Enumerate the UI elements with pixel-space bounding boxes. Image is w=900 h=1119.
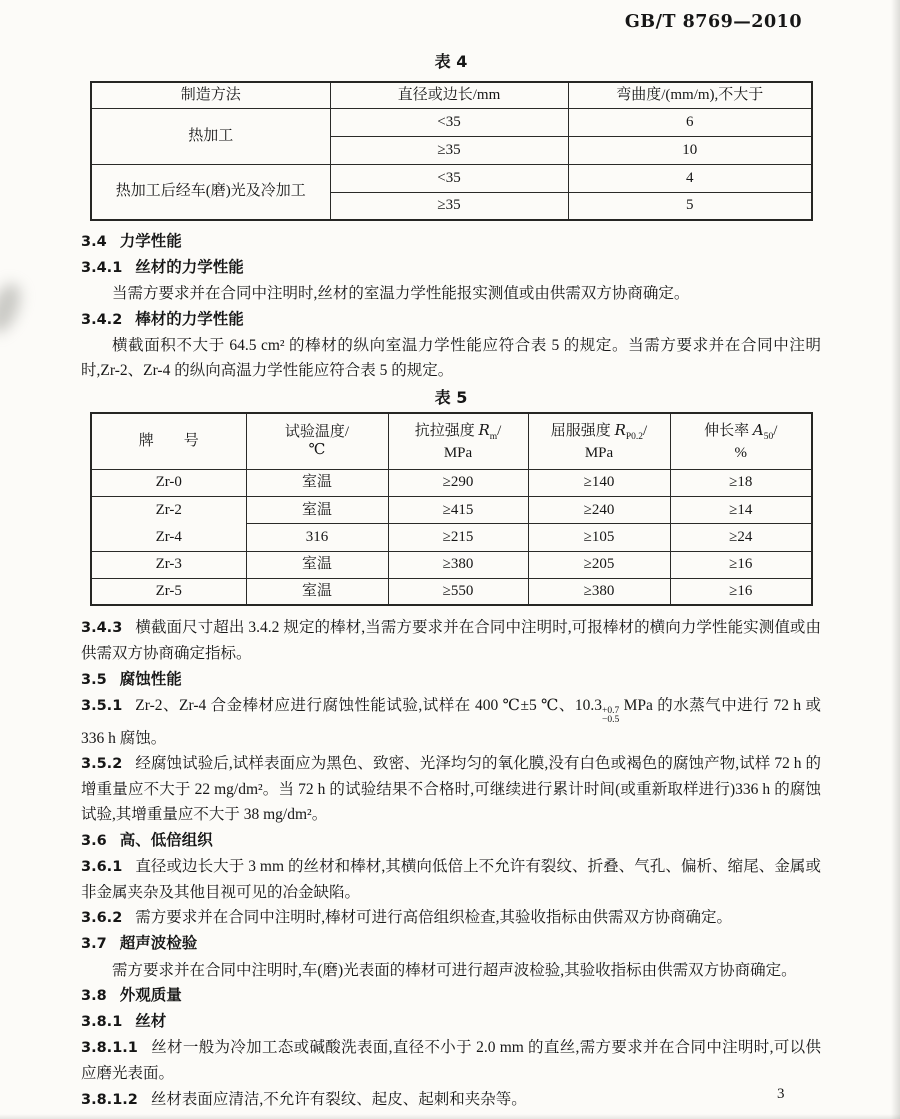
tolerance-superscript-subscript: +0.7 −0.5 bbox=[602, 705, 620, 726]
table5-cell-tensile: ≥550 bbox=[388, 578, 528, 605]
table5 bbox=[90, 412, 813, 606]
table4-header-bend: 弯曲度/(mm/m),不大于 bbox=[568, 82, 812, 108]
table4-cell-size: ≥35 bbox=[330, 192, 568, 220]
scan-edge-shadow-bottom bbox=[0, 1114, 900, 1119]
table5-cell-elongation: ≥14 bbox=[670, 496, 812, 524]
table5-cell-grade: Zr-3 bbox=[91, 551, 246, 578]
table5-cell-yield: ≥240 bbox=[528, 496, 670, 524]
table4-header-size: 直径或边长/mm bbox=[330, 82, 568, 108]
table4-cell-method-machined: 热加工后经车(磨)光及冷加工 bbox=[91, 164, 330, 220]
table4-cell-bend: 10 bbox=[568, 136, 812, 164]
table5-header-elongation: 伸长率 $A_{50}/$ % bbox=[670, 413, 812, 469]
scan-edge-shadow-right bbox=[891, 0, 900, 1119]
table-row bbox=[91, 164, 812, 192]
paragraph-3-7: 需方要求并在合同中注明时,车(磨)光表面的棒材可进行超声波检验,其验收指标由供需双方协商确定。 bbox=[112, 961, 797, 979]
table5-cell-elongation: ≥18 bbox=[670, 469, 812, 496]
table5-cell-yield: ≥140 bbox=[528, 469, 670, 496]
table4-header-method: 制造方法 bbox=[91, 82, 330, 108]
table5-header-grade: 牌 号 bbox=[91, 413, 246, 469]
table-row bbox=[91, 108, 812, 136]
clause-3-8-1-1: 3.8.1.1 丝材一般为冷加工态或碱酸洗表面,直径不小于 2.0 mm 的直丝,需方要求并在合同中注明时,可以供应磨光表面。 bbox=[81, 1039, 821, 1083]
section-title: 丝材的力学性能 bbox=[135, 258, 244, 277]
table-row bbox=[91, 578, 812, 605]
clause-3-6-2: 3.6.2 需方要求并在合同中注明时,棒材可进行高倍组织检查,其验收指标由供需双方协商确定。 bbox=[81, 909, 733, 927]
table5-cell-elongation: ≥16 bbox=[670, 551, 812, 578]
section-title: 力学性能 bbox=[119, 232, 182, 250]
paragraph-3-4-2: 横截面积不大于 64.5 cm² 的棒材的纵向室温力学性能应符合表 5 的规定。当需方要求并在合同中注明时,Zr-2、Zr-4 的纵向高温力学性能应符合表 5 的规定。 bbox=[81, 336, 821, 380]
clause-3-8-1-2: 3.8.1.2 丝材表面应清洁,不允许有裂纹、起皮、起刺和夹杂等。 bbox=[81, 1090, 527, 1108]
table5-cell-yield: ≥205 bbox=[528, 551, 670, 578]
section-heading-3-4-1: 3.4.1 丝材的力学性能 bbox=[81, 258, 244, 277]
section-heading-3-8: 3.8 外观质量 bbox=[81, 985, 182, 1004]
page-number: 3 bbox=[777, 1086, 785, 1102]
table5-header-yield: 屈服强度 $R_{P0.2}/$ MPa bbox=[528, 413, 670, 469]
table4-cell-bend: 5 bbox=[568, 192, 812, 220]
table-row bbox=[91, 551, 812, 578]
table5-cell-elongation: ≥24 bbox=[670, 524, 812, 552]
table4-cell-size: <35 bbox=[330, 164, 568, 192]
clauses-above-table5 bbox=[81, 229, 821, 383]
clause-3-5-2: 3.5.2 经腐蚀试验后,试样表面应为黑色、致密、光泽均匀的氧化膜,没有白色或褐色的腐蚀产物,试样 72 h 的增重量应不大于 22 mg/dm²。当 72 h 的试验结果不合格时,可继续进行累计时间(或重新取样进行)336 h 的腐蚀试验,其增重量应不大于 38 mg/dm²。 bbox=[81, 755, 821, 824]
section-title: 棒材的力学性能 bbox=[135, 309, 244, 328]
paragraph-3-4-1: 当需方要求并在合同中注明时,丝材的室温力学性能报实测值或由供需双方协商确定。 bbox=[112, 285, 690, 303]
table5-cell-yield: ≥105 bbox=[528, 524, 670, 552]
section-title: 高、低倍组织 bbox=[119, 830, 213, 849]
table5-cell-grade: Zr-0 bbox=[91, 469, 246, 496]
table4-cell-size: <35 bbox=[330, 108, 568, 136]
table4-cell-bend: 6 bbox=[568, 108, 812, 136]
table5-cell-temp: 室温 bbox=[246, 496, 388, 524]
table5-cell-elongation: ≥16 bbox=[670, 578, 812, 605]
clause-3-5-1: 3.5.1 Zr-2、Zr-4 合金棒材应进行腐蚀性能试验,试样在 400 ℃±5 ℃、10.3 +0.7 −0.5 MPa 的水蒸气中进行 72 h 或 336 h 腐蚀。 bbox=[81, 696, 821, 747]
clauses-below-table5 bbox=[81, 615, 821, 1113]
scan-smudge-artifact bbox=[0, 279, 27, 337]
table5-cell-temp: 室温 bbox=[246, 578, 388, 605]
table5-header-temp: 试验温度/ ℃ bbox=[246, 413, 388, 469]
table5-cell-tensile: ≥290 bbox=[388, 469, 528, 496]
section-heading-3-8-1: 3.8.1 丝材 bbox=[81, 1012, 167, 1031]
table-row bbox=[91, 469, 812, 496]
section-title: 外观质量 bbox=[119, 985, 182, 1004]
section-title: 超声波检验 bbox=[119, 934, 198, 953]
table5-cell-tensile: ≥415 bbox=[388, 496, 528, 524]
table-row bbox=[91, 496, 812, 524]
clause-3-6-1: 3.6.1 直径或边长大于 3 mm 的丝材和棒材,其横向低倍上不允许有裂纹、折叠、气孔、偏析、缩尾、金属或非金属夹杂及其他目视可见的冶金缺陷。 bbox=[81, 857, 821, 902]
table5-cell-tensile: ≥380 bbox=[388, 551, 528, 578]
section-heading-3-7: 3.7 超声波检验 bbox=[81, 934, 198, 953]
table5-cell-yield: ≥380 bbox=[528, 578, 670, 605]
table4 bbox=[90, 81, 813, 221]
table4-caption: 表 4 bbox=[434, 52, 468, 71]
table5-cell-grade-zr2-zr4: Zr-2 Zr-4 bbox=[91, 496, 246, 551]
table5-cell-grade: Zr-5 bbox=[91, 578, 246, 605]
section-title: 丝材 bbox=[135, 1012, 167, 1031]
table5-caption: 表 5 bbox=[434, 388, 468, 408]
table5-cell-temp: 室温 bbox=[246, 469, 388, 496]
section-heading-3-4: 3.4 力学性能 bbox=[81, 232, 182, 250]
standard-number: GB/T 8769—2010 bbox=[624, 12, 802, 32]
table5-cell-temp: 室温 bbox=[246, 551, 388, 578]
table4-cell-size: ≥35 bbox=[330, 136, 568, 164]
section-title: 腐蚀性能 bbox=[119, 669, 182, 688]
table4-cell-bend: 4 bbox=[568, 164, 812, 192]
clause-3-4-3: 3.4.3 横截面尺寸超出 3.4.2 规定的棒材,当需方要求并在合同中注明时,可报棒材的横向力学性能实测值或由供需双方协商确定指标。 bbox=[81, 619, 821, 663]
page-content bbox=[81, 0, 821, 1113]
section-heading-3-4-2: 3.4.2 棒材的力学性能 bbox=[81, 309, 244, 328]
table5-cell-temp: 316 bbox=[246, 524, 388, 552]
table4-cell-method-hot: 热加工 bbox=[91, 108, 330, 164]
table5-cell-tensile: ≥215 bbox=[388, 524, 528, 552]
table5-header-tensile: 抗拉强度 $R_m/$ MPa bbox=[388, 413, 528, 469]
section-heading-3-5: 3.5 腐蚀性能 bbox=[81, 669, 182, 688]
section-heading-3-6: 3.6 高、低倍组织 bbox=[81, 830, 213, 849]
